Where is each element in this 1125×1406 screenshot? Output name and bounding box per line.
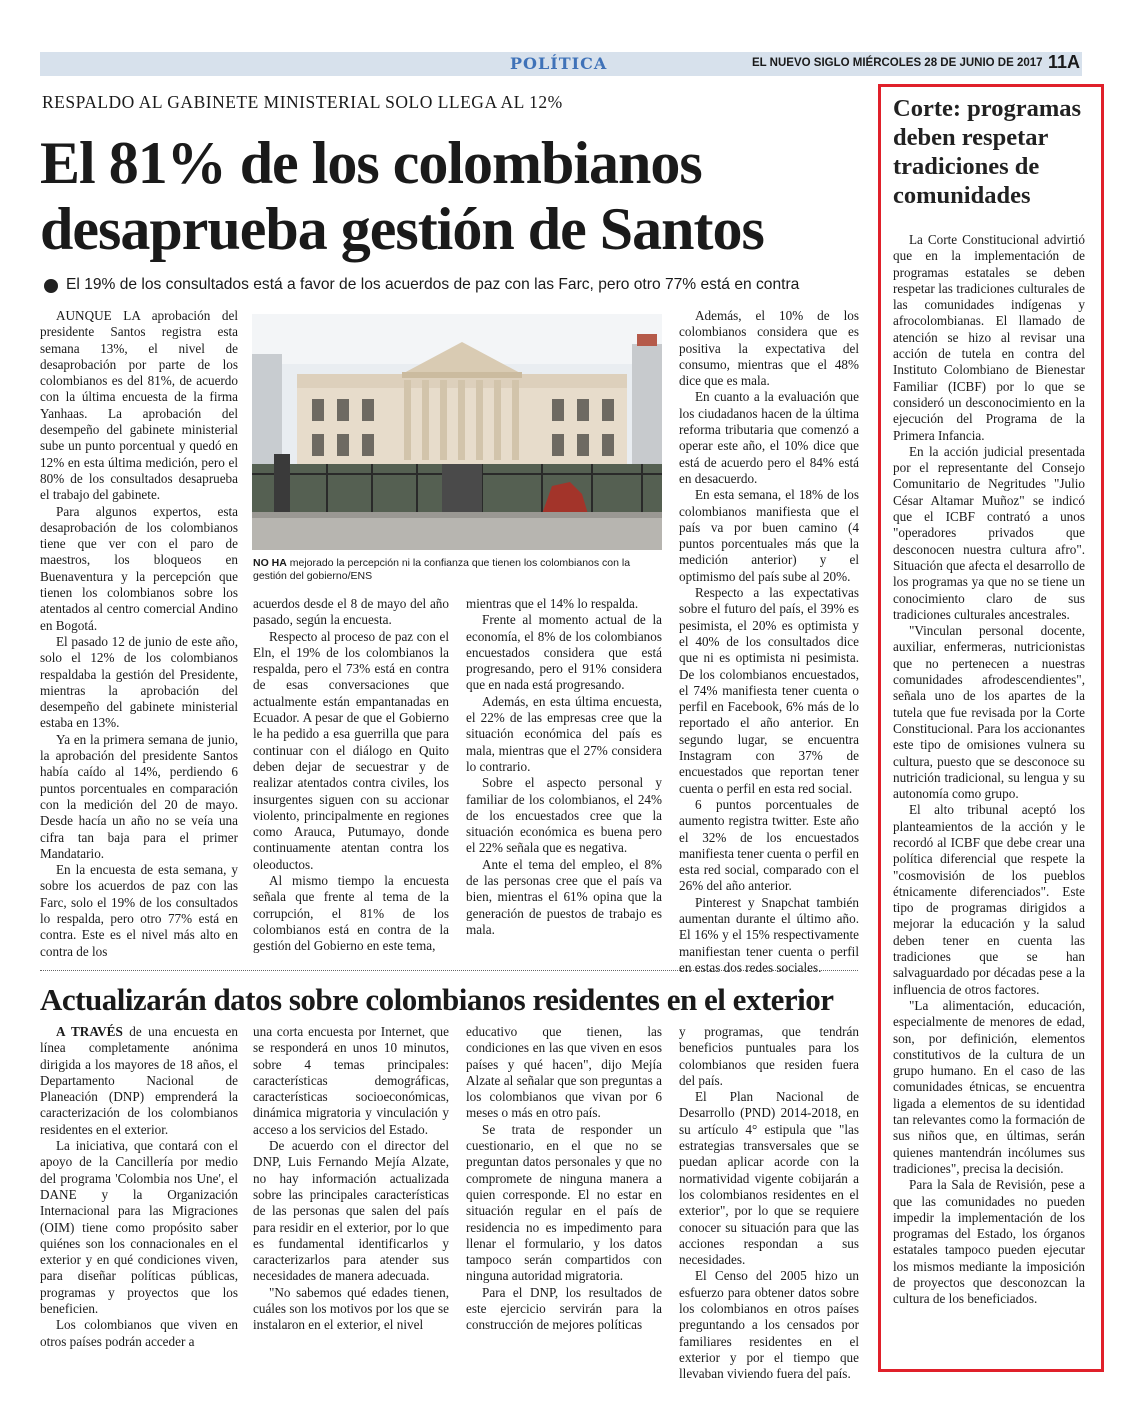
paragraph: Se trata de responder un cuestionario, en el que no se preguntan datos personales y que no compromete de ninguna manera a quien corresponde. El no estar en situación regular en el país de residencia no es impedimento para llenar el formulario, y los datos tampoco serán compartidos con ninguna autoridad migratoria.	[466, 1121, 662, 1284]
palace-photo	[252, 314, 662, 550]
paragraph: El Censo del 2005 hizo un esfuerzo para obtener datos sobre los colombianos en otros países preguntando a los censados por familiares residentes en el exterior y por el tiempo que llevaban viviendo fuera del país.	[679, 1268, 859, 1382]
paragraph: Además, el 10% de los colombianos considera que es positiva la expectativa del consumo, mientras que el 48% dice que es mala.	[679, 308, 859, 389]
paragraph: Además, en esta última encuesta, el 22% de las empresas cree que la situación económica del país es mala, mientras que el 27% considera lo contrario.	[466, 693, 662, 774]
paragraph: Para algunos expertos, esta desaprobación de los colombianos tiene que ver con el paro de maestros, los bloqueos en Buenaventura y la percepción que tienen los colombianos sobre los atentados al centro comercial Andino en Bogotá.	[40, 503, 238, 633]
paragraph: Respecto a las expectativas sobre el futuro del país, el 39% es pesimista, el 20% es optimista y el 40% de los consultados dice que ni es optimista ni pesimista. De los colombianos encuestados, el 74% manifiesta tener cuenta o perfil en Facebook, 6% más de lo reportado el año anterior. En segundo lugar, se encuentra Instagram con 37% de encuestados que reportan tener cuenta o perfil en esta red social.	[679, 585, 859, 796]
article1-column-2	[253, 596, 449, 955]
paragraph: acuerdos desde el 8 de mayo del año pasado, según la encuesta.	[253, 596, 449, 628]
paragraph: Al mismo tiempo la encuesta señala que frente al tema de la corrupción, el 81% de los colombianos está en contra de la gestión del Gobierno en este tema,	[253, 873, 449, 954]
paragraph: La Corte Constitucional advirtió que en la implementación de programas estatales se deben respetar las tradiciones culturales de las comunidades indígenas y afrocolombianas. El llamado de atención se hizo al revisar una acción de tutela en contra del Instituto Colombiano de Bienestar Familiar (ICBF) por lo que se consideró un desconocimiento en la ejecución del Programa de la Primera Infancia.	[893, 232, 1085, 443]
caption-lead: NO HA	[253, 557, 287, 569]
paragraph: En la acción judicial presentada por el representante del Consejo Comunitario de Negritudes "Julio César Altamar Muñoz" se indicó que el ICBF contrató a unos "operadores privados que desconocen nuestra cultura afro". Situación que afecta el desarrollo de los programas ya que no se tiene un conocimiento claro de sus tradiciones culturales ancestrales.	[893, 443, 1085, 622]
article-headline	[40, 130, 860, 262]
section-label: POLÍTICA	[510, 54, 608, 73]
paragraph: En esta semana, el 18% de los colombianos manifiesta que el país va por buen camino (4 puntos porcentuales más que la medición anterior) y el optimismo del país sube al 20%.	[679, 487, 859, 584]
article-subhead: El 19% de los consultados está a favor de los acuerdos de paz con las Farc, pero otro 77% está en contra	[66, 276, 800, 293]
paragraph: La iniciativa, que contará con el apoyo de la Cancillería por medio del programa 'Colombia nos Une', el DANE y la Organización Internacional para las Migraciones (OIM) tiene como propósito saber quiénes son los connacionales en el exterior y en qué condiciones viven, para diseñar políticas públicas, programas y proyectos que los beneficien.	[40, 1138, 238, 1317]
article-kicker: RESPALDO AL GABINETE MINISTERIAL SOLO LLEGA AL 12%	[42, 92, 563, 112]
paragraph: educativo que tienen, las condiciones en las que viven en esos países y qué hacen", dijo Mejía Alzate al señalar que son preguntas a los colombianos que vivan por 6 meses o más en otro país.	[466, 1024, 662, 1121]
paragraph: Respecto al proceso de paz con el Eln, el 19% de los colombianos la respalda, pero el 73% está en contra de esas conversaciones que actualmente están empantanadas en Ecuador. A pesar de que el Gobierno le ha pedido a esa guerrilla que para continuar con el diálogo en Quito deben dejar de secuestrar y de realizar atentados contra civiles, los insurgentes siguen con su accionar violento, principalmente en regiones como Arauca, Putumayo, donde continuamente atentan contra los oleoductos.	[253, 628, 449, 872]
paragraph: "La alimentación, educación, especialmente de menores de edad, son, por definición, elementos constitutivos de la cultura de un grupo humano. En el caso de las comunidades étnicas, se encuentra ligada a elementos de su identidad tan relevantes como la formación de sus niños que, en últimas, serán quienes mantendrán incólumes sus tradiciones", precisa la decisión.	[893, 997, 1085, 1176]
paragraph: mientras que el 14% lo respalda.	[466, 596, 639, 611]
paragraph: Los colombianos que viven en otros países podrán acceder a	[40, 1317, 238, 1349]
article2-column-4	[679, 1024, 859, 1383]
paragraph: Sobre el aspecto personal y familiar de los colombianos, el 24% de los encuestados cree que la situación económica es buena pero el 22% señala que es negativa.	[466, 775, 662, 856]
paragraph: De acuerdo con el director del DNP, Luis Fernando Mejía Alzate, no hay información actualizada sobre las principales características de las personas que salen del país para residir en el exterior, por lo que es fundamental identificarlos y caracterizarlos para atender sus necesidades de manera adecuada.	[253, 1138, 449, 1284]
sidebar-title: Corte: programas deben respetar tradiciones de comunidades	[893, 95, 1082, 209]
paragraph	[40, 1024, 238, 1138]
paragraph: AUNQUE LA aprobación del presidente Santos registra esta semana 13%, el nivel de desaprobación por parte de los colombianos es del 81%, de acuerdo con la última encuesta de la firma Yanhaas. La aprobación del desempeño del gabinete ministerial sube un punto porcentual y quedó en 12% en esta última medición, pero el 80% de los consultados desaprueba el trabajo del gabinete.	[40, 308, 238, 503]
paragraph: y programas, que tendrán beneficios puntuales para los colombianos que residen fuera del país.	[679, 1024, 859, 1088]
paragraph: 6 puntos porcentuales de aumento registra twitter. Este año el 32% de los encuestados manifiesta tener cuenta o perfil en esta red social, comparado con el 26% del año anterior.	[679, 796, 859, 894]
sidebar-body	[893, 232, 1085, 1308]
paragraph: El Plan Nacional de Desarrollo (PND) 2014-2018, en su artículo 4° estipula que "las estrategias transversales que se puedan aplicar acorde con la normatividad vigente cobijarán a los colombianos residentes en el exterior", por lo que se requiere conocer su situación para que las acciones respondan a sus necesidades.	[679, 1089, 859, 1268]
lead-text: de una encuesta en línea completamente anónima dirigida a los mayores de 18 años, el Departamento Nacional de Planeación (DNP) emprenderá la caracterización de los colombianos residentes en el exterior.	[40, 1024, 238, 1137]
paragraph: Para el DNP, los resultados de este ejercicio servirán para la construcción de mejores políticas	[466, 1284, 662, 1333]
paragraph: Pinterest y Snapchat también aumentan durante el último año. El 16% y el 15% respectivamente manifiestan tener cuenta o perfil en estas dos redes sociales.	[679, 894, 859, 975]
headline-line-2: desaprueba gestión de Santos	[40, 196, 764, 262]
bullet-icon	[44, 279, 58, 293]
paragraph: Frente al momento actual de la economía, el 8% de los colombianos encuestados considera que está progresando, pero el 91% considera que en nada está progresando.	[466, 612, 662, 693]
masthead-date: EL NUEVO SIGLO MIÉRCOLES 28 DE JUNIO DE 2017	[752, 57, 1043, 69]
paragraph: El pasado 12 de junio de este año, solo el 12% de los colombianos respaldaba la gestión del Presidente, mientras la aprobación del desempeño del gabinete ministerial estaba en 13%.	[40, 633, 238, 731]
paragraph: En la encuesta de esta semana, y sobre los acuerdos de paz con las Farc, solo el 19% de los consultados lo respalda, pero otro 77% está en contra. Este es el nivel más alto en contra de los	[40, 862, 238, 959]
paragraph: El alto tribunal aceptó los planteamientos de la acción y le recordó al ICBF que debe crear una política diferencial que respete la "cosmovisión de los pueblos étnicamente diferenciados". Este tipo de programas dirigidos a mejorar la educación y la salud deben tener en cuenta las tradiciones que se han salvaguardado por décadas pese a la influencia de otros factores.	[893, 802, 1085, 997]
paragraph: En cuanto a la evaluación que los ciudadanos hacen de la última reforma tributaria que comenzó a operar este año, el 10% dice que está de acuerdo pero el 84% está en desacuerdo.	[679, 389, 859, 486]
article1-column-4	[679, 308, 859, 976]
photo-caption	[253, 557, 663, 583]
article2-column-3	[466, 1024, 662, 1334]
paragraph: Ya en la primera semana de junio, la aprobación del presidente Santos había caído al 14%, perdiendo 6 puntos porcentuales en comparación con la medición del 20 de mayo. Desde hacía un año no se veía una cifra tan baja para el primer Mandatario.	[40, 731, 238, 861]
article1-column-1	[40, 308, 238, 960]
article1-column-3	[466, 596, 662, 938]
section-divider	[40, 970, 858, 971]
caption-text: mejorado la percepción ni la confianza que tienen los colombianos con la gestión del gobierno/ENS	[253, 557, 631, 582]
article2-headline: Actualizarán datos sobre colombianos residentes en el exterior	[40, 982, 834, 1017]
page-number: 11A	[1048, 52, 1081, 72]
article2-column-1	[40, 1024, 238, 1350]
article2-column-2	[253, 1024, 449, 1334]
paragraph: Para la Sala de Revisión, pese a que las comunidades no pueden impedir la implementación de los programas del Estado, los órganos estatales tampoco pueden ejecutar los mismos mediante la imposición de proyectos que desconozcan la cultura de los beneficiados.	[893, 1177, 1085, 1307]
headline-line-1: El 81% de los colombianos	[40, 130, 702, 196]
lead-word: A TRAVÉS	[56, 1024, 123, 1039]
paragraph: "Vinculan personal docente, auxiliar, enfermeras, nutricionistas que no pertenecen a nuestras comunidades afrodescendientes", señala uno de los apartes de la tutela que fue revisada por la Corte Constitucional. Para los accionantes este tipo de omisiones vulnera su cultura, puesto que se desconoce su nutrición tradicional, su lengua y su autonomía como grupo.	[893, 623, 1085, 802]
paragraph: Ante el tema del empleo, el 8% de las personas cree que el país va bien, mientras el 61% opina que la generación de puestos de trabajo es mala.	[466, 856, 662, 937]
paragraph: una corta encuesta por Internet, que se responderá en unos 10 minutos, sobre 4 temas principales: características demográficas, características socioeconómicas, dinámica migratoria y vinculación y acceso a los servicios del Estado.	[253, 1024, 449, 1137]
paragraph: "No sabemos qué edades tienen, cuáles son los motivos por los que se instalaron en el exterior, el nivel	[253, 1284, 449, 1333]
